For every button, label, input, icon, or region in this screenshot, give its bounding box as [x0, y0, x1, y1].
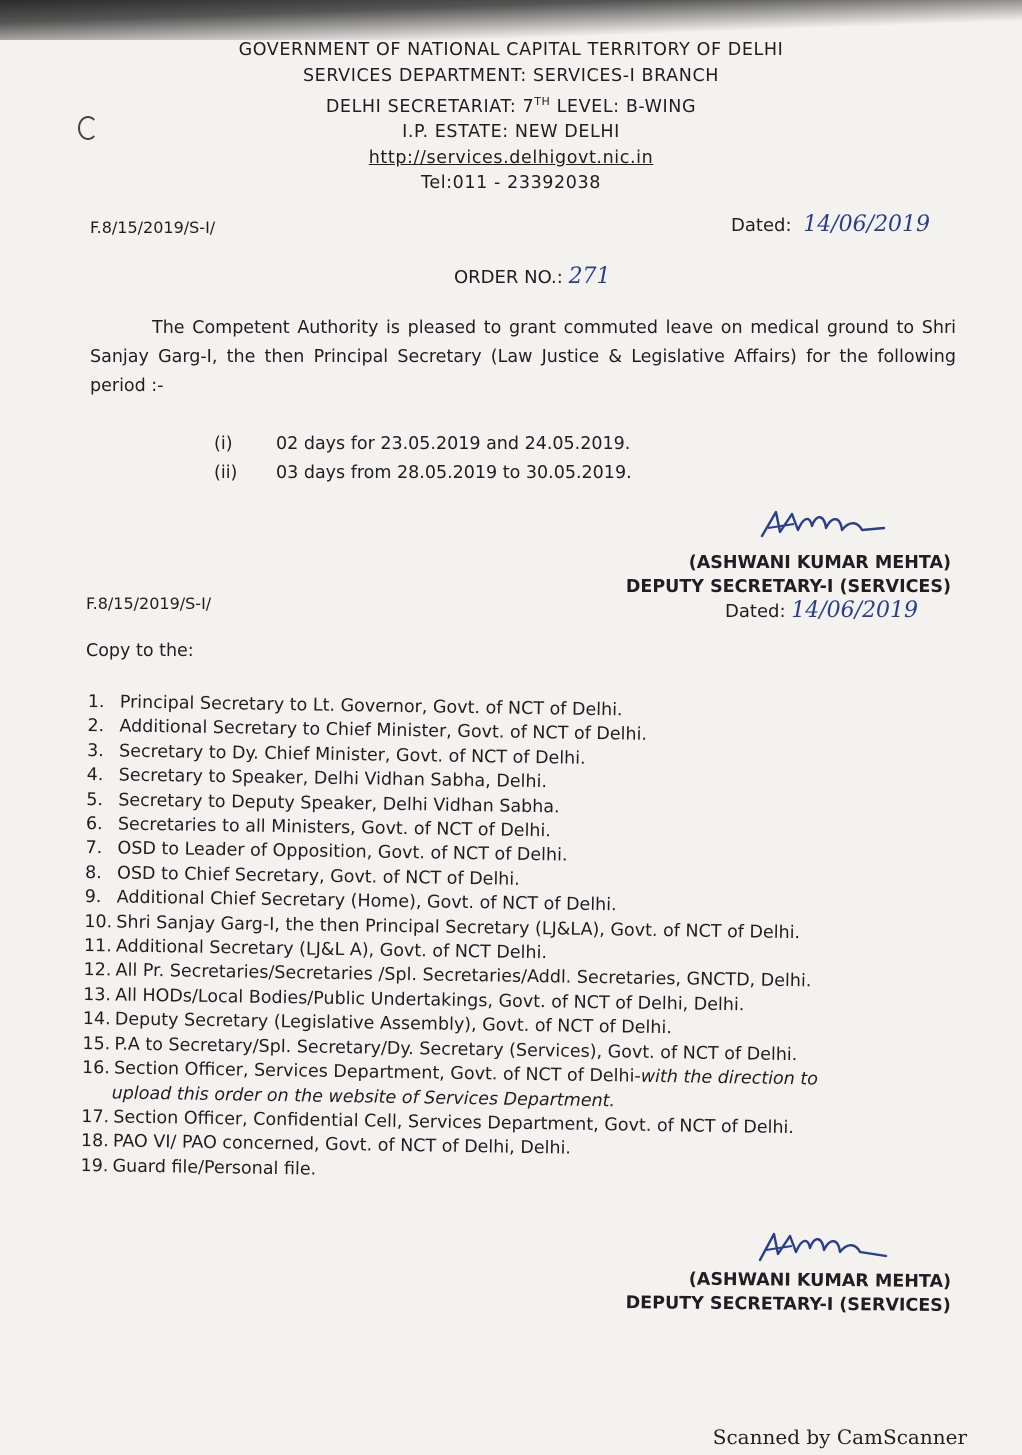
signature-block-copy [625, 1267, 951, 1318]
copy-file-number: F.8/15/2019/S-I/ [86, 594, 212, 613]
list-item: 2. Additional Secretary to Chief Minister, Govt. of NCT of Delhi. [87, 716, 648, 746]
list-item: 5. Secretary to Deputy Speaker, Delhi Vidhan Sabha. [86, 789, 560, 818]
list-item: 18. PAO VI/ PAO concerned, Govt. of NCT of Delhi, Delhi. [80, 1131, 572, 1159]
copy-distribution-list [80, 690, 958, 1192]
list-item: 13. All HODs/Local Bodies/Public Undertakings, Govt. of NCT of Delhi, Delhi. [83, 984, 745, 1016]
signatory-name: (ASHWANI KUMAR MEHTA) [688, 1269, 951, 1292]
dated-label: Dated: [731, 215, 792, 236]
signatory-name: (ASHWANI KUMAR MEHTA) [688, 553, 951, 573]
list-item: 9. Additional Chief Secretary (Home), Govt. of NCT of Delhi. [84, 887, 617, 916]
list-item: 11. Additional Secretary (LJ&L A), Govt. of NCT Delhi. [83, 936, 548, 964]
signature-scribble [756, 1222, 892, 1270]
signatory-designation: DEPUTY SECRETARY-I (SERVICES) [625, 577, 951, 597]
leave-period-item: (ii) 03 days from 28.05.2019 to 30.05.2019. [214, 463, 632, 483]
signature-scribble [758, 502, 888, 546]
copy-dated-line [725, 598, 918, 623]
leave-periods [214, 430, 632, 488]
order-label: ORDER NO.: [454, 267, 563, 288]
letterhead-line-3: DELHI SECRETARIAT: 7TH LEVEL: B-WING [325, 95, 697, 117]
leave-period-item: (i) 02 days for 23.05.2019 and 24.05.2019. [214, 434, 631, 454]
list-item: 10. Shri Sanjay Garg-I, the then Principal Secretary (LJ&LA), Govt. of NCT of Delhi. [84, 911, 801, 943]
order-body-text: The Competent Authority is pleased to grant commuted leave on medical ground to Shri Sanjay Garg-I, the then Principal Secretary (Law Justice & Legislative Affairs) for the following period :- [90, 318, 956, 396]
list-item: 3. Secretary to Dy. Chief Minister, Govt. of NCT of Delhi. [86, 740, 586, 769]
list-item: 14. Deputy Secretary (Legislative Assembly), Govt. of NCT of Delhi. [82, 1009, 672, 1039]
copy-handwritten-date: 14/06/2019 [791, 598, 919, 623]
handwritten-order-number: 271 [568, 264, 611, 289]
website-link[interactable]: http://services.delhigovt.nic.in [368, 147, 654, 168]
copy-dated-label: Dated: [725, 601, 786, 622]
list-item: 12. All Pr. Secretaries/Secretaries /Spl. Secretaries/Addl. Secretaries, GNCTD, Delhi. [83, 960, 812, 992]
letterhead [0, 38, 1022, 197]
letterhead-line-4: I.P. ESTATE: NEW DELHI [402, 122, 620, 143]
handwritten-date: 14/06/2019 [803, 212, 931, 237]
list-item: 6. Secretaries to all Ministers, Govt. of NCT of Delhi. [85, 814, 552, 842]
list-item-continuation: upload this order on the website of Services Department. [111, 1082, 616, 1111]
scan-top-edge [0, 0, 1022, 40]
list-item: 8. OSD to Chief Secretary, Govt. of NCT of Delhi. [84, 862, 520, 890]
dated-line [731, 212, 930, 237]
list-item: 1. Principal Secretary to Lt. Governor, Govt. of NCT of Delhi. [87, 691, 623, 721]
order-number-line [454, 264, 611, 289]
list-item: 16. Section Officer, Services Department, Govt. of NCT of Delhi- with the direction to [81, 1058, 819, 1090]
telephone: Tel:011 - 23392038 [421, 173, 601, 194]
list-item: 19. Guard file/Personal file. [80, 1155, 317, 1180]
scanner-watermark: Scanned by CamScanner [712, 1425, 967, 1449]
file-number: F.8/15/2019/S-I/ [90, 218, 216, 237]
copy-to-heading: Copy to the: [86, 641, 194, 661]
order-body [90, 314, 956, 401]
signatory-designation: DEPUTY SECRETARY-I (SERVICES) [625, 1293, 951, 1316]
letterhead-line-1: GOVERNMENT OF NATIONAL CAPITAL TERRITORY OF DELHI [238, 40, 784, 60]
list-item: 15. P.A to Secretary/Spl. Secretary/Dy. Secretary (Services), Govt. of NCT of Delhi. [82, 1033, 798, 1065]
list-item: 7. OSD to Leader of Opposition, Govt. of NCT of Delhi. [85, 838, 568, 866]
list-item: 4. Secretary to Speaker, Delhi Vidhan Sabha, Delhi. [86, 765, 548, 793]
letterhead-line-2: SERVICES DEPARTMENT: SERVICES-I BRANCH [302, 65, 720, 86]
list-item: 17. Section Officer, Confidential Cell, Services Department, Govt. of NCT of Delhi. [81, 1106, 795, 1139]
signature-block [626, 551, 951, 599]
